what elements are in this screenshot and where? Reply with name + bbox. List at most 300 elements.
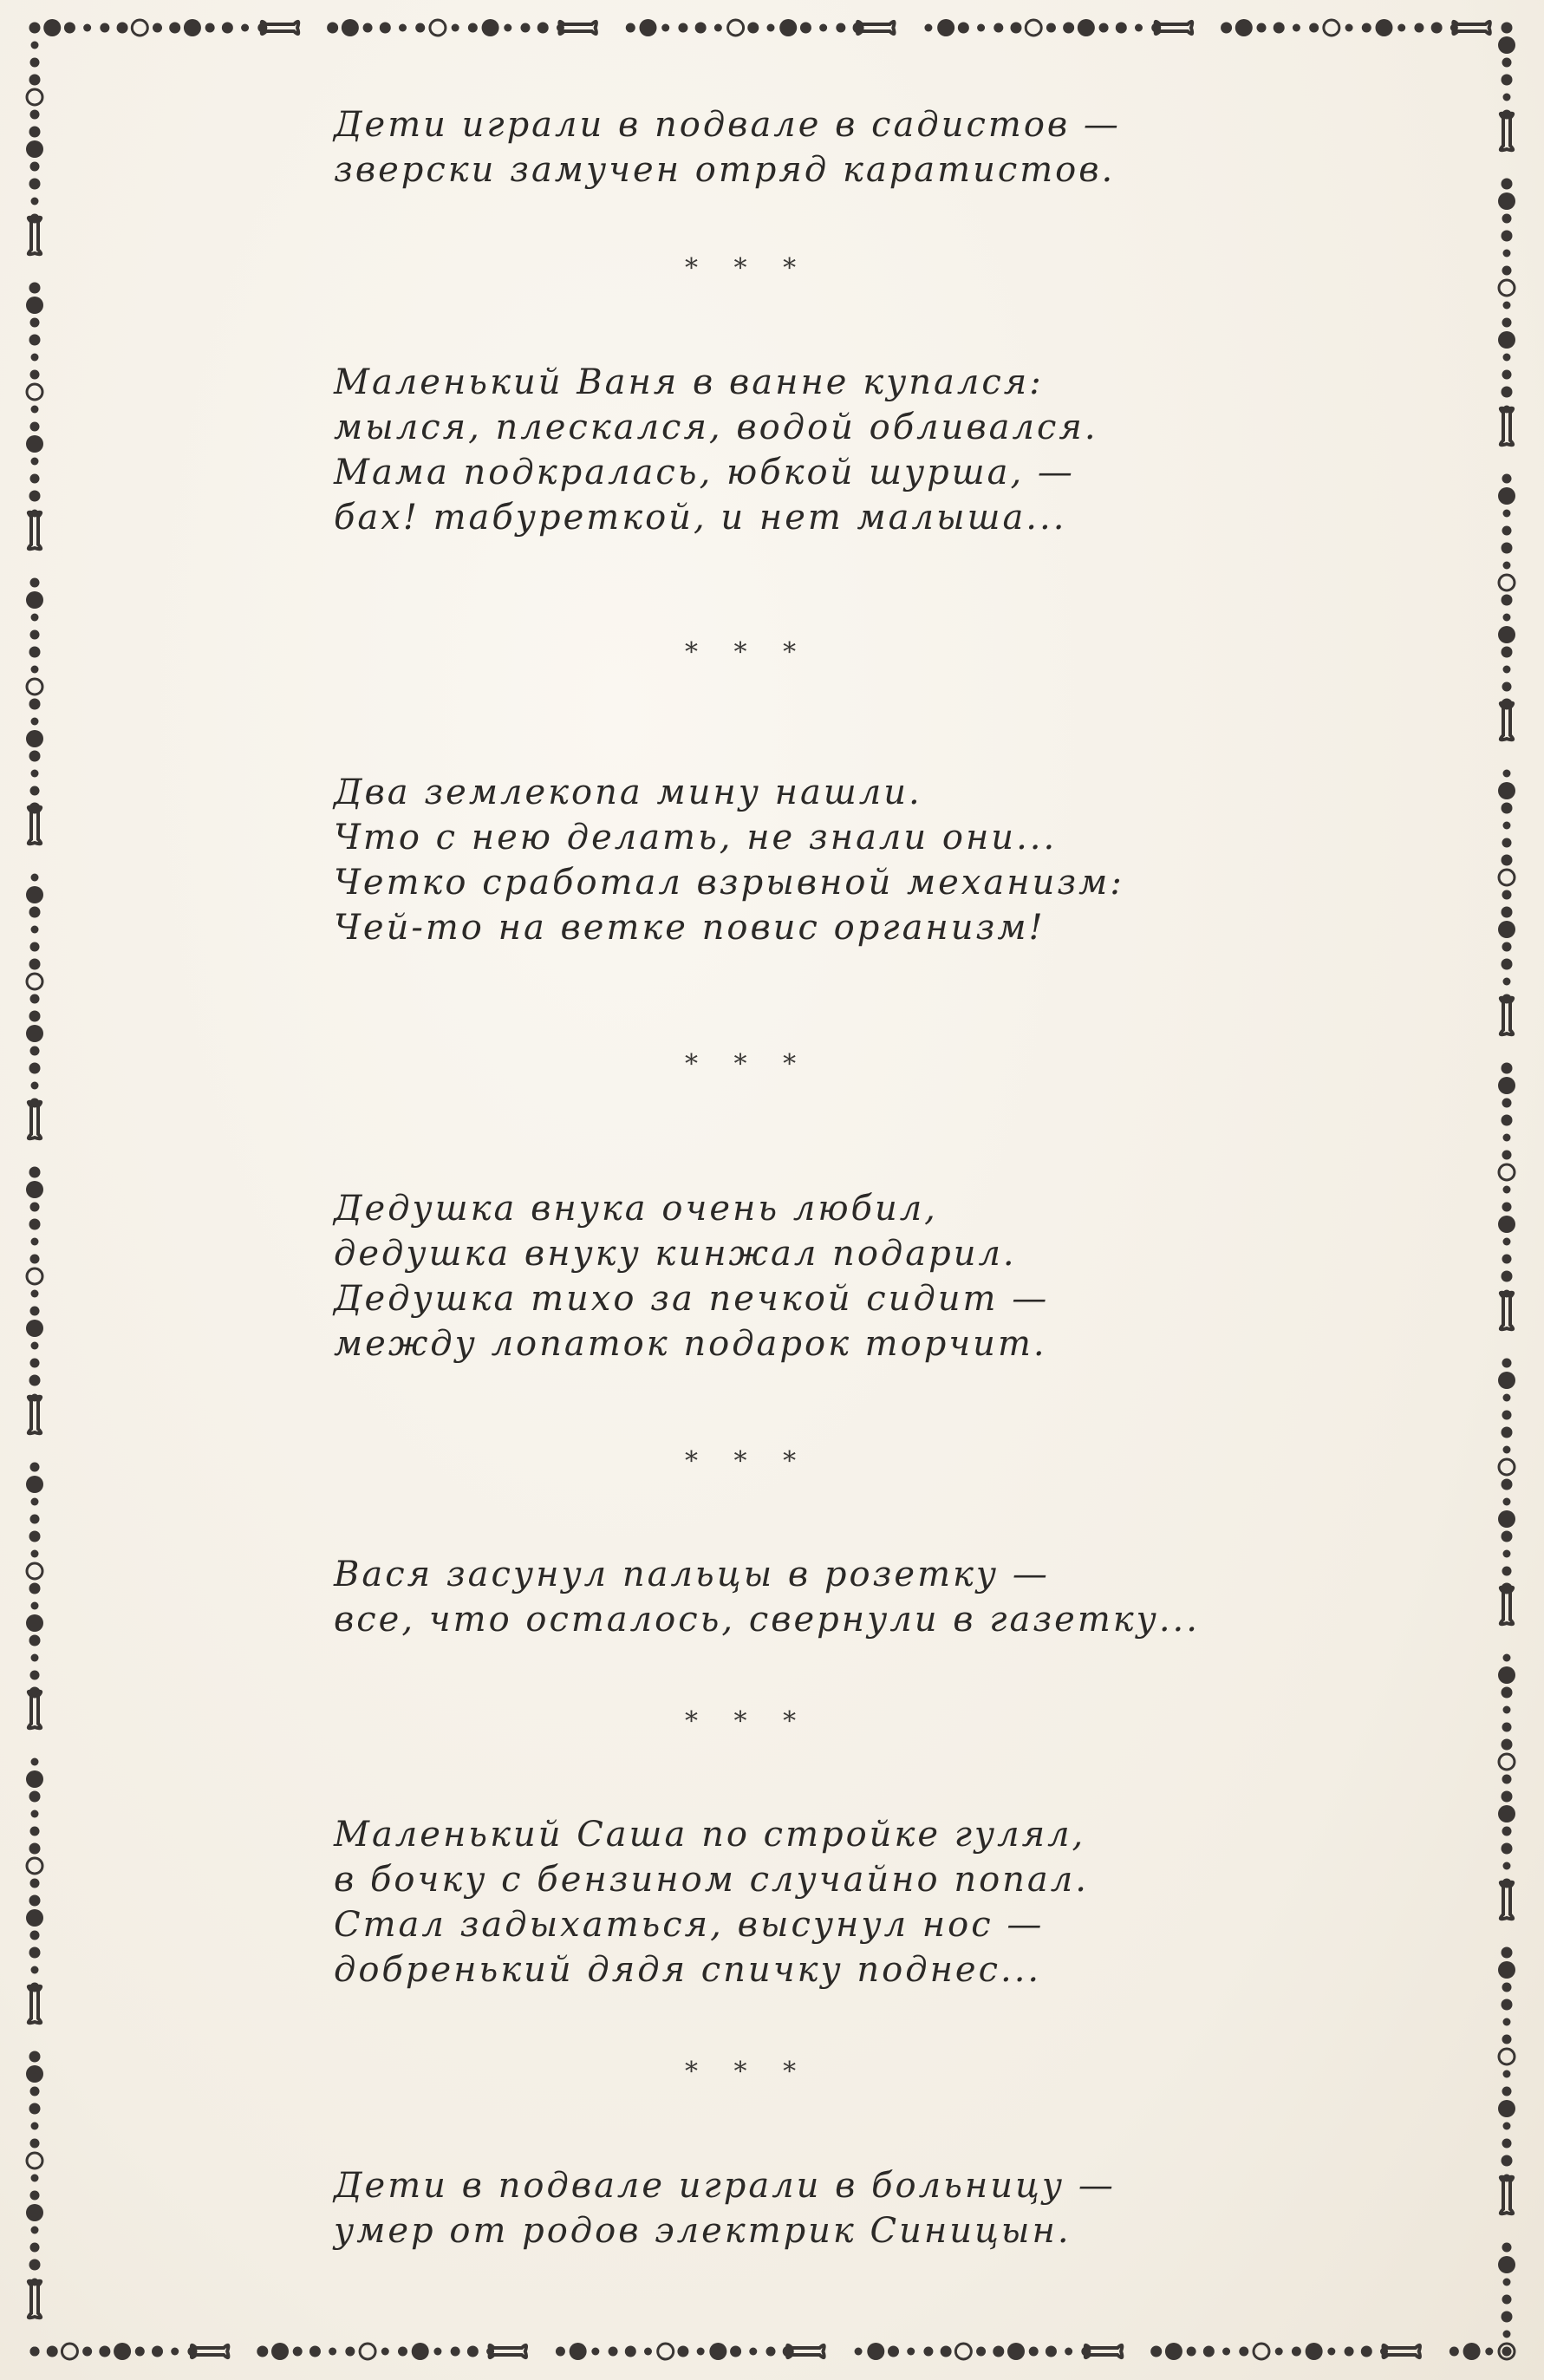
border-dot	[399, 24, 407, 32]
border-dot	[30, 2243, 40, 2253]
border-dot	[30, 1515, 40, 1524]
border-dot	[26, 297, 43, 314]
border-dot	[29, 699, 41, 710]
border-dot	[257, 2346, 268, 2357]
border-dot	[452, 24, 459, 32]
border-dot	[415, 23, 425, 33]
border-dot	[29, 1219, 41, 1230]
poem-line: все, что осталось, свернули в газетку...	[334, 1600, 1200, 1640]
border-dot	[30, 2139, 40, 2149]
border-dot	[31, 406, 39, 414]
border-dot	[1502, 855, 1513, 866]
border-dot	[31, 1758, 39, 1766]
border-dot	[1099, 23, 1109, 33]
poem-6	[334, 1812, 1201, 1992]
border-dot	[1498, 1077, 1515, 1094]
ring-ornament	[27, 974, 42, 989]
border-dot	[1503, 2018, 1511, 2026]
border-dot	[1503, 302, 1511, 310]
border-dot	[30, 422, 40, 432]
border-dot	[941, 2346, 952, 2357]
border-dot	[30, 2087, 40, 2096]
border-dot	[1503, 1862, 1511, 1870]
ring-ornament	[1324, 20, 1339, 36]
border-dot	[29, 127, 41, 138]
border-dot	[1503, 1654, 1511, 1662]
poem-line: Два землекопа мину нашли.	[334, 773, 922, 812]
border-dot	[709, 2343, 726, 2360]
border-dot	[994, 23, 1003, 33]
border-dot	[1502, 2347, 1512, 2357]
border-dot	[30, 1879, 40, 1888]
border-dot	[26, 1476, 43, 1493]
ring-ornament	[360, 2344, 375, 2359]
border-dot	[677, 2346, 688, 2357]
border-dot	[1498, 1666, 1515, 1684]
border-dot	[1007, 2343, 1025, 2360]
border-dot	[29, 1947, 41, 1959]
ring-ornament	[62, 2344, 77, 2359]
border-dot	[1502, 1739, 1513, 1751]
poem-line: добренький дядя спичку поднес...	[334, 1950, 1042, 1990]
border-dot	[1503, 1706, 1511, 1714]
border-dot	[29, 907, 41, 918]
border-dot	[1502, 647, 1513, 658]
border-dot	[30, 1463, 40, 1472]
border-dot	[697, 2348, 705, 2356]
border-dot	[30, 1931, 40, 1940]
border-dot	[1414, 23, 1423, 33]
border-dot	[29, 1583, 41, 1594]
separator-stars: * * *	[685, 637, 811, 668]
border-dot	[591, 2348, 599, 2356]
border-dot	[1165, 2343, 1182, 2360]
border-dot	[1498, 331, 1515, 349]
border-dot	[1203, 2346, 1215, 2357]
border-dot	[1503, 978, 1511, 986]
border-dot	[342, 19, 359, 36]
border-dot	[31, 666, 39, 674]
border-dot	[30, 474, 40, 484]
ring-ornament	[658, 2344, 674, 2359]
border-dot	[31, 2122, 39, 2130]
border-dot	[1029, 2347, 1039, 2357]
poem-2	[334, 360, 1201, 540]
border-dot	[30, 2347, 40, 2357]
bone-ornament	[29, 1397, 41, 1434]
border-dot	[1502, 1099, 1512, 1108]
border-dot	[31, 1654, 39, 1662]
border-dot	[1503, 2279, 1511, 2286]
border-dot	[241, 24, 249, 32]
border-dot	[1292, 2347, 1301, 2357]
border-dot	[1503, 1186, 1511, 1194]
border-dot	[30, 1671, 40, 1680]
separator-stars: * * *	[685, 1049, 811, 1079]
border-dot	[661, 24, 669, 32]
ring-ornament	[1499, 1459, 1515, 1475]
border-dot	[451, 2347, 460, 2357]
border-dot	[31, 1498, 39, 1506]
border-dot	[1503, 94, 1511, 101]
border-dot	[1498, 2256, 1515, 2273]
border-dot	[31, 1550, 39, 1558]
ring-ornament	[1499, 575, 1515, 590]
border-dot	[1235, 19, 1253, 36]
border-dot	[30, 942, 40, 952]
border-dot	[1065, 2348, 1072, 2356]
border-dot	[976, 2347, 986, 2357]
border-dot	[31, 1238, 39, 1246]
border-dot	[1502, 1723, 1512, 1732]
border-dot	[1498, 1372, 1515, 1389]
border-dot	[800, 23, 811, 34]
border-dot	[1502, 543, 1513, 554]
border-dot	[1502, 890, 1512, 900]
border-dot	[29, 1011, 41, 1022]
poem-5	[334, 1552, 1201, 1642]
border-dot	[958, 23, 969, 34]
border-dot	[30, 58, 40, 68]
border-dot	[31, 1082, 39, 1090]
separator-stars: * * *	[685, 1706, 811, 1737]
bone-ornament	[1383, 2345, 1420, 2357]
border-dot	[1502, 23, 1513, 34]
border-dot	[31, 354, 39, 362]
border-dot	[888, 2346, 899, 2357]
border-dot	[819, 24, 827, 32]
border-dot	[30, 994, 40, 1004]
border-dot	[1503, 2122, 1511, 2130]
border-dot	[855, 2348, 863, 2356]
border-dot	[31, 2175, 39, 2182]
border-dot	[1150, 2346, 1162, 2357]
border-dot	[26, 1614, 43, 1632]
border-dot	[1502, 1947, 1513, 1959]
border-dot	[345, 2347, 355, 2357]
border-dot	[1503, 2070, 1511, 2078]
border-dot	[31, 2227, 39, 2234]
poem-line: Чей-то на ветке повис организм!	[334, 908, 1046, 948]
border-dot	[184, 19, 201, 36]
ring-ornament	[27, 679, 42, 694]
border-dot	[1345, 2347, 1354, 2357]
border-dot	[1498, 1510, 1515, 1528]
border-dot	[31, 718, 39, 726]
border-dot	[1306, 2343, 1323, 2360]
ring-ornament	[1499, 2049, 1515, 2064]
poem-line: Вася засунул пальцы в розетку —	[334, 1555, 1050, 1594]
border-dot	[29, 23, 41, 34]
border-dot	[64, 23, 75, 34]
border-dot	[836, 23, 845, 33]
border-dot	[1498, 2100, 1515, 2117]
border-dot	[1362, 23, 1371, 33]
border-dot	[1502, 387, 1513, 398]
border-dot	[1502, 682, 1512, 692]
border-dot	[1274, 23, 1285, 34]
border-dot	[29, 1167, 41, 1178]
border-dot	[1502, 1791, 1513, 1803]
border-dot	[100, 23, 109, 33]
border-dot	[26, 1181, 43, 1198]
border-dot	[30, 2191, 40, 2201]
ring-ornament	[27, 2153, 42, 2168]
border-dot	[1502, 231, 1513, 242]
border-dot	[1503, 1394, 1511, 1402]
poem-line: зверски замучен отряд каратистов.	[334, 150, 1116, 190]
border-dot	[747, 23, 759, 34]
border-dot	[766, 2347, 776, 2357]
bone-ornament	[1501, 2177, 1513, 2214]
border-dot	[714, 24, 722, 32]
poem-line: Дети в подвале играли в больницу —	[334, 2166, 1116, 2206]
border-dot	[1498, 1216, 1515, 1233]
border-dot	[1502, 1983, 1512, 1992]
border-dot	[1502, 1687, 1513, 1699]
ring-ornament	[1254, 2344, 1269, 2359]
border-dot	[30, 630, 40, 640]
border-dot	[1431, 23, 1443, 34]
border-dot	[1502, 266, 1512, 276]
poem-4	[334, 1186, 1201, 1366]
border-dot	[29, 2103, 41, 2115]
border-dot	[380, 23, 391, 34]
border-dot	[1502, 838, 1512, 848]
border-dot	[1502, 2155, 1513, 2167]
ring-ornament	[1499, 1754, 1515, 1770]
border-dot	[29, 1791, 41, 1803]
border-dot	[1503, 1238, 1511, 1246]
border-dot	[171, 2348, 179, 2356]
border-dot	[1503, 666, 1511, 674]
border-dot	[152, 2346, 163, 2357]
bone-ornament	[1501, 1293, 1513, 1330]
border-dot	[1463, 2343, 1481, 2360]
border-dot	[29, 751, 41, 762]
border-dot	[504, 24, 511, 32]
border-dot	[412, 2343, 429, 2360]
poem-7	[334, 2163, 1201, 2253]
border-dot	[678, 23, 687, 33]
border-dot	[1063, 23, 1074, 34]
border-dot	[1309, 23, 1319, 33]
border-dot	[1502, 1999, 1513, 2011]
border-dot	[1502, 75, 1513, 86]
poem-line: умер от родов электрик Синицын.	[334, 2211, 1072, 2251]
poem-line: Дети играли в подвале в садистов —	[334, 105, 1121, 145]
border-dot	[1498, 626, 1515, 643]
border-dot	[30, 1255, 40, 1264]
border-dot	[867, 2343, 884, 2360]
border-dot	[1116, 23, 1127, 34]
border-dot	[1498, 1805, 1515, 1822]
border-dot	[31, 1810, 39, 1818]
border-dot	[1502, 2243, 1512, 2253]
border-dot	[135, 2347, 145, 2357]
border-dot	[29, 1375, 41, 1386]
border-dot	[1502, 2139, 1512, 2149]
border-dot	[29, 647, 41, 658]
border-dot	[99, 2346, 110, 2357]
ring-ornament	[27, 89, 42, 105]
ring-ornament	[1499, 870, 1515, 885]
border-dot	[1502, 595, 1513, 606]
border-dot	[1239, 2347, 1248, 2357]
border-dot	[1397, 24, 1405, 32]
border-dot	[26, 1770, 43, 1788]
border-dot	[29, 179, 41, 190]
border-dot	[1361, 2346, 1372, 2357]
border-dot	[309, 2346, 321, 2357]
border-dot	[381, 2348, 389, 2356]
border-dot	[153, 23, 162, 33]
ring-ornament	[132, 20, 147, 36]
border-dot	[26, 886, 43, 903]
border-dot	[1327, 2348, 1335, 2356]
border-dot	[1503, 562, 1511, 570]
border-dot	[1502, 214, 1512, 224]
border-dot	[222, 23, 233, 34]
border-dot	[1503, 510, 1511, 518]
border-dot	[1502, 2035, 1512, 2044]
border-dot	[625, 2346, 636, 2357]
border-dot	[363, 23, 373, 33]
border-dot	[1503, 2331, 1511, 2338]
poem-line: Маленький Саша по стройке гулял,	[334, 1815, 1086, 1855]
border-dot	[29, 1895, 41, 1907]
border-dot	[1135, 24, 1143, 32]
border-dot	[1502, 2312, 1513, 2323]
border-dot	[1502, 1115, 1513, 1126]
border-dot	[1502, 1359, 1512, 1368]
border-dot	[1502, 1063, 1513, 1074]
border-dot	[31, 770, 39, 778]
border-dot	[1485, 2348, 1493, 2356]
ring-ornament	[27, 1268, 42, 1284]
border-dot	[29, 1843, 41, 1855]
border-dot	[26, 2065, 43, 2083]
border-dot	[1502, 1411, 1512, 1420]
border-dot	[626, 23, 635, 33]
border-dot	[1502, 370, 1512, 380]
border-dot	[1046, 23, 1056, 33]
border-dot	[907, 2348, 915, 2356]
border-dot	[923, 2347, 933, 2357]
ring-ornament	[728, 20, 744, 36]
border-dot	[749, 2348, 757, 2356]
border-dot	[1503, 1550, 1511, 1558]
poem-line: Что с нею делать, не знали они...	[334, 818, 1058, 857]
border-dot	[1376, 19, 1393, 36]
border-dot	[30, 1047, 40, 1056]
border-dot	[29, 1531, 41, 1542]
border-dot	[1502, 1203, 1512, 1212]
border-dot	[1502, 1775, 1512, 1784]
border-dot	[640, 19, 657, 36]
border-dot	[1498, 487, 1515, 505]
border-dot	[30, 786, 40, 796]
border-dot	[29, 75, 41, 86]
border-dot	[1503, 250, 1511, 258]
border-dot	[30, 318, 40, 328]
poem-line: мылся, плескался, водой обливался.	[334, 408, 1098, 447]
border-dot	[31, 458, 39, 466]
border-dot	[29, 283, 41, 294]
border-dot	[1502, 942, 1512, 952]
border-dot	[31, 1342, 39, 1350]
border-dot	[924, 24, 932, 32]
border-dot	[644, 2348, 652, 2356]
border-dot	[1257, 23, 1267, 33]
border-dot	[29, 1635, 41, 1646]
border-dot	[31, 1966, 39, 1974]
border-dot	[31, 614, 39, 622]
border-dot	[43, 19, 61, 36]
border-dot	[1222, 2348, 1230, 2356]
border-dot	[993, 2346, 1004, 2357]
border-dot	[556, 2347, 565, 2357]
poem-line: Мама подкралась, юбкой шурша, —	[334, 453, 1075, 492]
poem-line: Маленький Ваня в ванне купался:	[334, 362, 1044, 402]
border-dot	[1503, 770, 1511, 778]
border-dot	[26, 140, 43, 158]
border-dot	[1502, 2295, 1512, 2305]
poem-line: в бочку с бензином случайно попал.	[334, 1860, 1089, 1900]
border-dot	[117, 23, 128, 34]
border-dot	[1293, 24, 1300, 32]
border-dot	[83, 24, 91, 32]
border-dot	[1503, 354, 1511, 362]
border-dot	[1078, 19, 1095, 36]
border-dot	[1502, 1151, 1512, 1160]
bone-ornament	[559, 22, 596, 34]
border-dot	[1498, 192, 1515, 210]
border-dot	[114, 2343, 131, 2360]
border-dot	[29, 335, 41, 346]
border-dot	[1011, 23, 1022, 34]
border-dot	[467, 2346, 479, 2357]
border-dot	[1503, 1498, 1511, 1506]
separator-stars: * * *	[685, 1446, 811, 1477]
border-dot	[29, 491, 41, 502]
border-dot	[1502, 2087, 1512, 2096]
poem-line: между лопаток подарок торчит.	[334, 1324, 1047, 1364]
border-dot	[169, 23, 180, 34]
bone-ornament	[1501, 408, 1513, 446]
border-dot	[1498, 921, 1515, 938]
border-dot	[1502, 1271, 1513, 1282]
border-dot	[30, 1203, 40, 1212]
ring-ornament	[27, 384, 42, 400]
poem-1	[334, 102, 1201, 192]
poem-3	[334, 770, 1201, 950]
border-dot	[1502, 474, 1512, 484]
ring-ornament	[1026, 20, 1041, 36]
border-dot	[1046, 2346, 1057, 2357]
bone-ornament	[489, 2345, 526, 2357]
border-dot	[1450, 2347, 1459, 2357]
border-dot	[329, 2348, 336, 2356]
border-dot	[730, 2346, 741, 2357]
border-dot	[1503, 1134, 1511, 1142]
border-dot	[30, 1307, 40, 1316]
border-dot	[1498, 1961, 1515, 1979]
border-dot	[29, 1063, 41, 1074]
separator-stars: * * *	[685, 2057, 811, 2087]
border-dot	[26, 591, 43, 609]
border-dot	[271, 2343, 289, 2360]
